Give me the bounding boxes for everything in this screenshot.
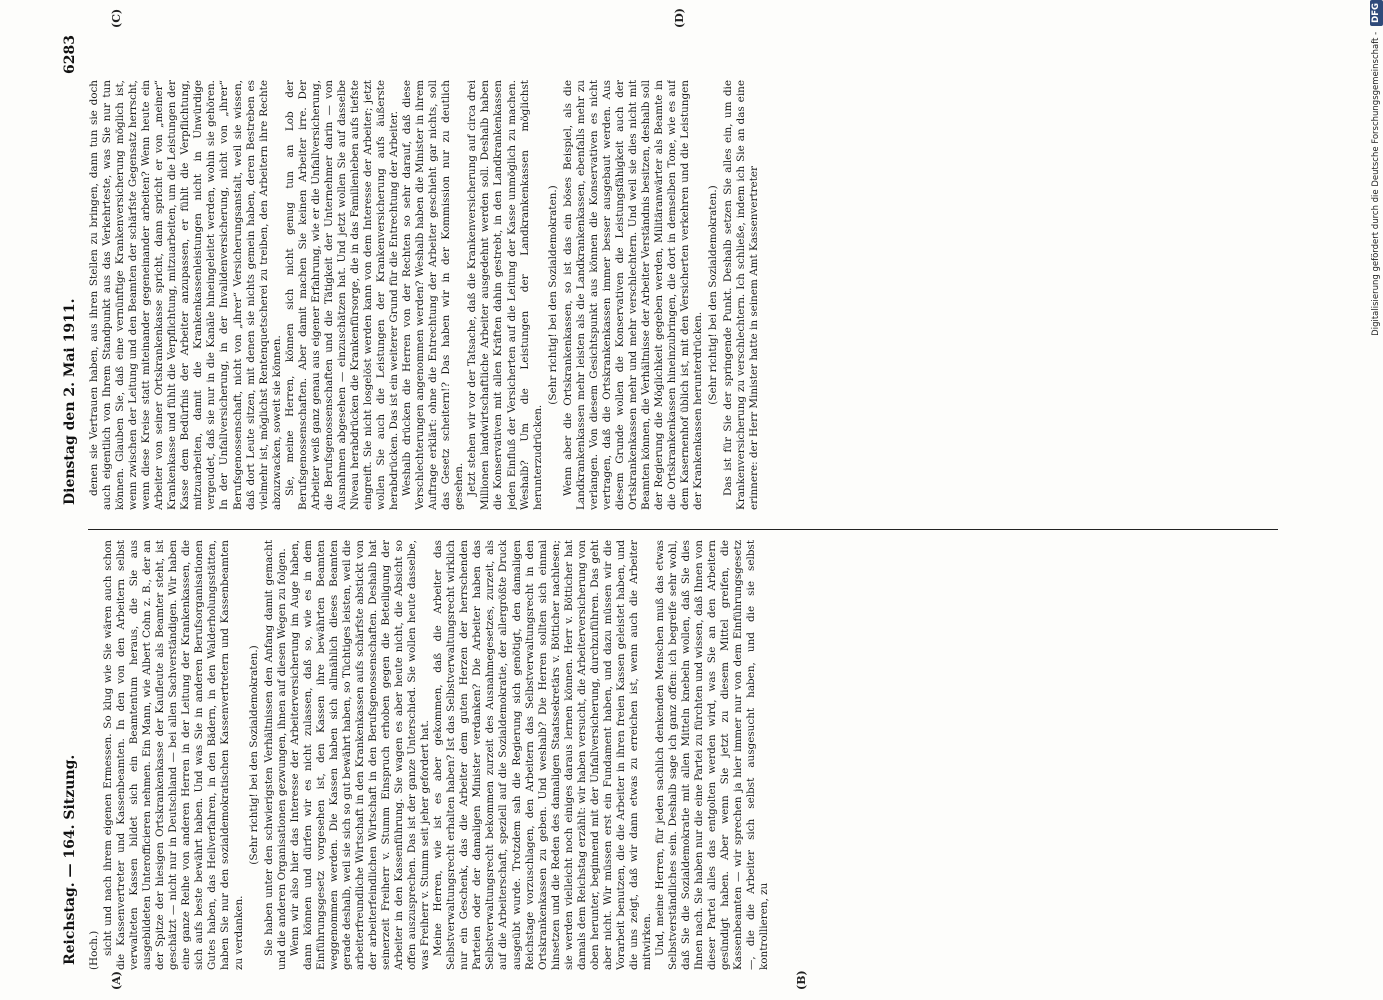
header-session: Reichstag. — 164. Sitzung. <box>62 754 78 965</box>
text-column-left <box>88 540 1278 970</box>
paragraph: Wenn wir also hier das Interesse der Arbeiterversicherung im Auge haben, dann können und dürfen wir es nicht zulassen, daß so, wie es in dem Einführungsgesetz vorgesehen ist, den Kassen ihre bewährten Beamten weggenommen werden. Die Kassen haben sich allmählich dieses Beamten gerade deshalb, weil sie sich so gut bewährt haben, so Tüchtiges leisten, weil die arbeiterfreundliche Wirtschaft in den Krankenkassen aufs schärfste abstickt von der arbeiterfeindlichen Wirtschaft in den Berufsgenossenschaften. Deshalb hat seinerzeit Freiherr v. Stumm Einspruch erhoben gegen die Beteiligung der Arbeiter in den Kassenführung. Sie wagen es aber heute nicht, die Absicht so offen auszusprechen. Das ist der ganze Unterschied. Sie wollen heute dasselbe, was Freiherr v. Stumm seit jeher gefordert hat. <box>288 540 432 970</box>
paragraph: Sie, meine Herren, können sich nicht genug tun an Lob der Berufsgenossenschaften. Aber damit machen Sie keinen Arbeiter irre. Der Arbeiter weiß ganz genau aus eigener Erfahrung, wie er die Unfallversicherung, die Berufsgenossenschaften und die Tätigkeit der Unternehmer darin — von Ausnahmen abgesehen — einzuschätzen hat. Und jetzt wollen Sie auf dasselbe Niveau herabdrücken die Krankenfürsorge, die in das Familienleben aufs tiefste eingreift. Sie nicht losgelöst werden kann von dem Interesse der Arbeiter; jetzt wollen Sie auch die Leistungen der Krankenversicherung aufs äußerste herabdrücken. Das ist ein weiterer Grund für die Entrechtung der Arbeiter. <box>283 80 401 510</box>
paragraph: Jetzt stehen wir vor der Tatsache, daß die Krankenversicherung auf circa drei Millionen landwirtschaftliche Arbeiter ausgedehnt werden soll. Deshalb haben die Konservativen mit allen Kräften dahin gestrebt, in den Landkrankenkassen jeden Einfluß der Versicherten auf die Leitung der Kasse unmöglich zu machen. Weshalb? Um die Leistungen der Landkrankenkassen möglichst herunterzudrücken. <box>466 80 544 510</box>
margin-marker-a: (A) <box>110 971 123 990</box>
paragraph: Weshalb drücken die Herren von der Rechten so sehr darauf, daß diese Verschlechterungen angenommen werden? Weshalb haben die Minister in ihrem Auftrage erklärt: ohne die Entrechtung der Arbeiter geschieht gar nichts, soll das Gesetz scheitern!? Das haben wir in der Kommission nur zu deutlich gesehen. <box>401 80 466 510</box>
interjection: (Sehr richtig! bei den Sozialdemokraten.) <box>707 185 720 405</box>
margin-marker-b: (B) <box>795 970 808 990</box>
paragraph: Wenn aber die Ortskrankenkassen, so ist das ein böses Beispiel, als die Landkrankenkassen mehr leisten als die Landkrankenkassen, ebenfalls mehr zu verlangen. Von diesem Gesichtspunkt aus können die Konservativen es nicht vertragen, daß die Ortskrankenkassen immer besser ausgebaut werden. Aus diesem Grunde wollen die Konservativen die Leistungsfähigkeit auch der Ortskrankenkassen mehr und mehr verschlechtern. Und weil sie dies nicht mit Beamten können, die Verhältnisse der Arbeiter Verständnis besitzen, deshalb soll der Regierung die Möglichkeit gegeben werden, Militäranwärter als Beamte in die Ortskrankenkassen hineinzubringen, die dort in demselben Tone, wie es auf dem Kasernenhof üblich ist, mit den Versicherten verkehren und die Leistungen der Krankenkassen herunterdrücken. <box>561 80 705 510</box>
column-divider <box>88 529 1278 530</box>
page-header <box>58 35 84 965</box>
text-column-right <box>88 80 1278 510</box>
interjection: (Sehr richtig! bei den Sozialdemokraten.) <box>546 185 559 405</box>
funding-note <box>1370 0 1383 1000</box>
paragraph: Meine Herren, wie ist es aber gekommen, daß die Arbeiter das Selbstverwaltungsrecht erhalten haben? Ist das Selbstverwaltungsrecht wirklich nur ein Geschenk, das die Arbeiter dem guten Herzen der herrschenden Parteien oder der damaligen Minister verdanken? Die Arbeiter haben das Selbstverwaltungsrecht bekommen zurzeit des Ausnahmegesetzes, zurzeit, als auf die Arbeiterschaft, speziell auf die Sozialdemokratie, der allergrößte Druck ausgeübt wurde. Trotzdem sah die Regierung sich genötigt, den damaligen Reichstage vorzuschlagen, den Arbeitern das Selbstverwaltungsrecht in den Ortskrankenkassen zu geben. Und weshalb? Die Herren sollten sich einmal hinsetzen und die Reden des damaligen Staatssekretärs v. Bötticher nachlesen; sie werden vielleicht noch einiges daraus lernen können. Herr v. Bötticher hat damals dem Reichstag erzählt: wir haben versucht, die Arbeiterversicherung von oben herunter, beginnend mit der Unfallversicherung, durchzuführen. Das geht aber nicht. Wir müssen erst ein Fundament haben, und dazu müssen wir die Vorarbeit benutzen, die die Arbeiter in ihren freien Kassen geleistet haben, und die uns zeigt, daß wir dann etwas zu erreichen ist, wenn auch die Arbeiter mitwirken. <box>432 540 653 970</box>
dfg-logo: DFG <box>1370 0 1383 26</box>
funding-footer <box>1370 0 1383 1000</box>
page-number: 6283 <box>62 35 78 74</box>
margin-marker-d: (D) <box>673 8 686 28</box>
paragraph: Sie haben unter den schwierigsten Verhältnissen den Anfang damit gemacht und die anderen Organisationen gezwungen, ihnen auf diesen Wegen zu folgen. <box>262 540 288 970</box>
header-date: Dienstag den 2. Mai 1911. <box>62 298 78 505</box>
margin-marker-c: (C) <box>110 8 123 28</box>
paragraph: denen sie Vertrauen haben, aus ihren Stellen zu bringen, dann tun sie doch auch eigentlich von Ihrem Standpunkt aus das Verkehrteste, was Sie nur tun können. Glauben Sie, daß eine vernünftige Krankenversicherung möglich ist, wenn zwischen der Leitung und den Beamten der schärfste Gegensatz herrscht, wenn diese Kreise statt miteinander gegeneinander arbeiten? Wenn heute ein Arbeiter von seiner Ortskrankenkasse spricht, dann spricht er von „meiner“ Krankenkasse und fühlt die Verpflichtung, mitzuarbeiten, um die Leistungen der Kasse dem Bedürfnis der Arbeiter anzupassen, er fühlt die Verpflichtung, mitzuarbeiten, damit die Krankenkassenleistungen nicht in Unwürdige vergeudet, daß sie nur in die Kanäle hineingeleitet werden, wohin sie gehören. In der Unfallversicherung, in der Invalidenversicherung, nicht von „ihrer“ Berufsgenossenschaft, nicht von „ihrer“ Versicherungsanstalt, weil sie wissen, daß dort Leute sitzen, mit denen sie nichts gemein haben, deren Bestreben es vielmehr ist, möglichst Rentenquetscherei zu treiben, den Arbeitern ihre Rechte abzuzwacken, soweit sie können. <box>88 80 283 510</box>
paragraph: sicht und nach ihrem eigenen Ermessen. So klug wie Sie wären auch schon die Kassenvertreter und Kassenbeamten. In den von den Arbeitern selbst verwalteten Kassen bildet sich ein Beamtentum heraus, die Sie aus ausgebildeten Unterofficieren nehmen. Ein Mann, wie Albert Cohn z. B., der an der Spitze der hiesigen Ortskrankenkasse der Kaufleute als Beamter steht, ist geschätzt — nicht nur in Deutschland — bei allen Sachverständigen. Wir haben eine ganze Reihe von anderen Herren in der Leitung der Krankenkassen, die sich aufs beste bewährt haben. Und was Sie in anderen Berufsorganisationen Gutes haben, das Heilverfahren, in den Bädern, in den Walderholungsstätten, haben Sie nur den sozialdemokratischen Kassenvertretern und Kassenbeamten zu verdanken. <box>102 540 245 970</box>
paragraph: Und, meine Herren, für jeden sachlich denkenden Menschen muß das etwas Selbstverständliches sein. Deshalb sage ich ganz offen: ich begreife sehr wohl, daß Sie die Sozialdemokratie mit allen Mitteln knebeln wollen, daß Sie dies Ihnen nach. Sie haben nur die eine Partei zu fürchten und wissen, daß Ihnen von dieser Partei alles das entgolten werden wird, was Sie an den Arbeitern gesündigt haben. Aber wenn Sie jetzt zu diesem Mittel greifen, die Kassenbeamten — wir sprechen ja hier immer nur von dem Einführungsgesetz —, die die Arbeiter sich selbst ausgesucht haben, und die sie selbst kontrollieren, zu <box>654 540 771 970</box>
funding-text: Digitalisierung gefördert durch die Deutsche Forschungsgemeinschaft - <box>1371 31 1381 336</box>
rotated-page-content <box>58 0 1298 1000</box>
paragraph: Das ist für Sie der springende Punkt. Deshalb setzen Sie alles ein, um die Krankenversicherung zu verschlechtern. Ich schließe, indem ich Sie an das eine erinnere: der Herr Minister hatte in seinem Amt Kassenvertreter <box>722 80 761 510</box>
interjection: (Sehr richtig! bei den Sozialdemokraten.) <box>247 645 260 865</box>
speaker-name: (Hoch.) <box>88 930 100 970</box>
